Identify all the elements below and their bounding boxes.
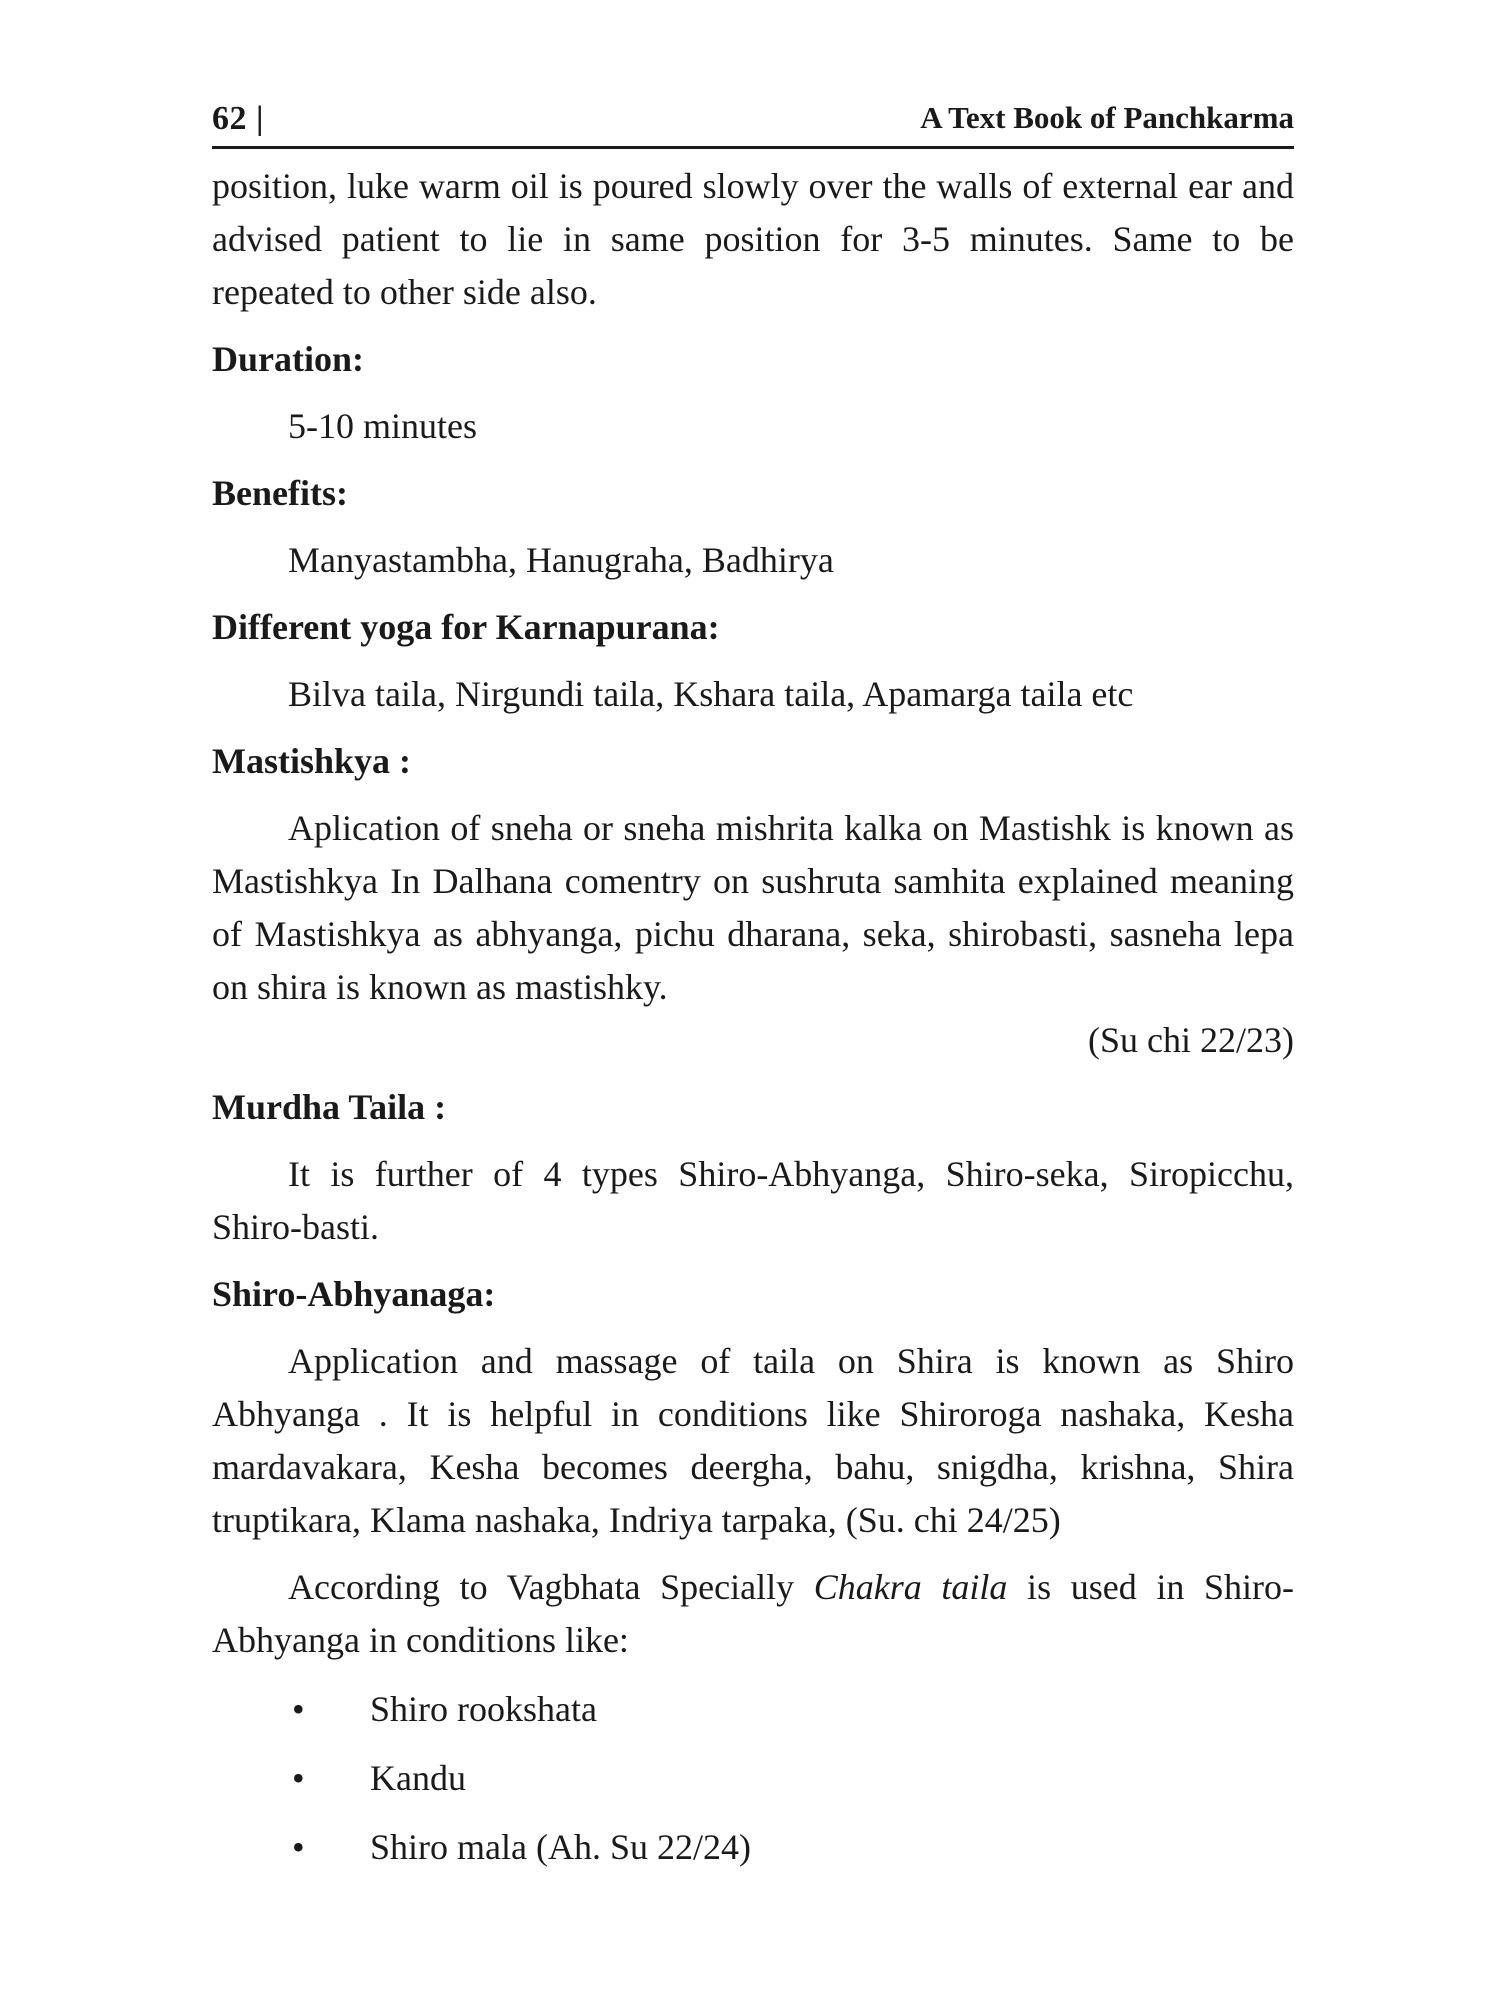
murdha-taila-paragraph: It is further of 4 types Shiro-Abhyanga, Shiro-seka, Siropicchu, Shiro-basti. (212, 1154, 1294, 1247)
running-title: A Text Book of Panchkarma (920, 100, 1294, 135)
intro-paragraph: position, luke warm oil is poured slowly over the walls of external ear and advised patient to lie in same position for 3-5 minutes. Same to be repeated to other side also. (212, 166, 1294, 312)
yoga-text: Bilva taila, Nirgundi taila, Kshara taila, Apamarga taila etc (288, 674, 1134, 714)
page-number: 62 | (212, 100, 264, 137)
list-item-text: Shiro rookshata (370, 1689, 597, 1729)
list-item-text: Kandu (370, 1758, 466, 1798)
bullet-icon: • (292, 1758, 305, 1798)
duration-text: 5-10 minutes (288, 406, 477, 446)
bullet-icon: • (292, 1827, 305, 1867)
list-item (212, 1683, 1294, 1736)
vagbhata-paragraph (212, 1561, 1294, 1667)
list-item-text: Shiro mala (Ah. Su 22/24) (370, 1827, 751, 1867)
mastishkya-reference: (Su chi 22/23) (1088, 1020, 1294, 1060)
chakra-taila-term: Chakra taila (813, 1567, 1008, 1607)
conditions-list (212, 1683, 1294, 1874)
page-header (212, 100, 1294, 149)
shiro-abhyanga-paragraph: Application and massage of taila on Shira is known as Shiro Abhyanga . It is helpful in conditions like Shiroroga nashaka, Kesha mardavakara, Kesha becomes deergha, bahu, snigdha, krishna, Shira truptikara, Klama nashaka, Indriya tarpaka, (Su. chi 24/25) (212, 1341, 1294, 1540)
benefits-text: Manyastambha, Hanugraha, Badhirya (288, 540, 834, 580)
murdha-taila-heading: Murdha Taila : (212, 1087, 447, 1127)
list-item (212, 1821, 1294, 1874)
yoga-heading: Different yoga for Karnapurana: (212, 607, 720, 647)
shiro-abhyanga-heading: Shiro-Abhyanaga: (212, 1274, 496, 1314)
benefits-heading: Benefits: (212, 473, 348, 513)
vagbhata-text-before: According to Vagbhata Specially (288, 1567, 814, 1607)
vagbhata-text-after: is used in Shiro-Abhyanga in conditions like: (212, 1567, 1294, 1660)
list-item (212, 1752, 1294, 1805)
duration-heading: Duration: (212, 339, 364, 379)
page-body (212, 160, 1294, 1890)
mastishkya-heading: Mastishkya : (212, 741, 412, 781)
bullet-icon: • (292, 1689, 305, 1729)
mastishkya-paragraph: Aplication of sneha or sneha mishrita kalka on Mastishk is known as Mastishkya In Dalhana comentry on sushruta samhita explained meaning of Mastishkya as abhyanga, pichu dharana, seka, shirobasti, sasneha lepa on shira is known as mastishky. (212, 808, 1294, 1007)
